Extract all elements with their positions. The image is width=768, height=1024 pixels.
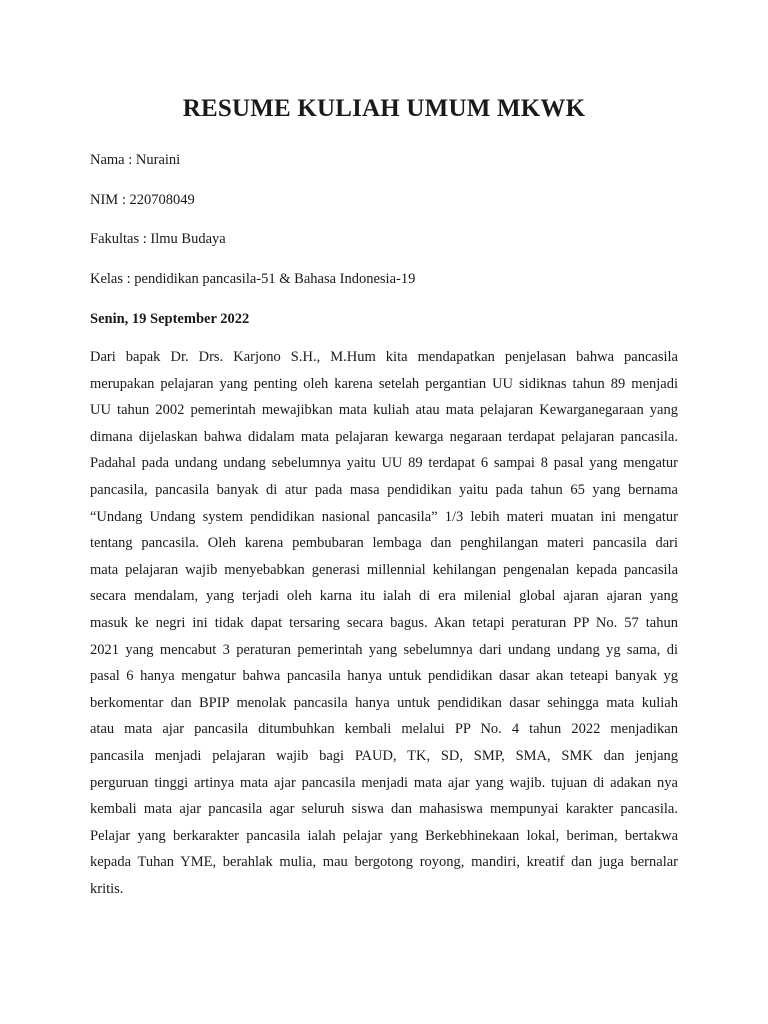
field-kelas: Kelas : pendidikan pancasila-51 & Bahasa Indonesia-19 [90, 271, 416, 287]
paragraph-line: mata pelajaran wajib menyebabkan generasi millennial kehilangan pengenalan kepada pancasila [90, 561, 678, 578]
paragraph-line: masuk ke negri ini tidak dapat tersaring secara bagus. Akan tetapi peraturan PP No. 57 tahun [90, 614, 678, 631]
paragraph-line: berkomentar dan BPIP menolak pancasila hanya untuk pendidikan dasar sehingga mata kuliah [90, 694, 678, 711]
paragraph-line: perguruan tinggi artinya mata ajar pancasila menjadi mata ajar yang wajib. tujuan di adakan nya [90, 774, 678, 791]
paragraph-line: kepada Tuhan YME, berahlak mulia, mau bergotong royong, mandiri, kreatif dan juga bernalar [90, 854, 678, 871]
paragraph-line: kembali mata ajar pancasila agar seluruh siswa dan mahasiswa mempunyai karakter pancasila. [90, 801, 678, 818]
paragraph-line: kritis. [90, 880, 124, 897]
body-paragraph [90, 344, 678, 902]
paragraph-line: Pelajar yang berkarakter pancasila ialah pelajar yang Berkebhinekaan lokal, beriman, bertakwa [90, 827, 678, 844]
paragraph-line: tentang pancasila. Oleh karena pembubaran lembaga dan penghilangan materi pancasila dari [90, 535, 678, 552]
paragraph-line: secara mendalam, yang terjadi oleh karna itu ialah di era milenial global ajaran ajaran yang [90, 588, 678, 605]
paragraph-line: UU tahun 2002 pemerintah mewajibkan mata kuliah atau mata pelajaran Kewarganegaraan yang [90, 402, 678, 419]
paragraph-line: pasal 6 hanya mengatur bahwa pancasila hanya untuk pendidikan dasar akan teteapi banyak yg [90, 668, 678, 685]
paragraph-line: dimana dijelaskan bahwa didalam mata pelajaran kewarga negaraan terdapat pelajaran pancasila. [90, 428, 678, 445]
field-fakultas: Fakultas : Ilmu Budaya [90, 231, 226, 247]
paragraph-line: pancasila menjadi pelajaran wajib bagi PAUD, TK, SD, SMP, SMA, SMK dan jenjang [90, 747, 678, 764]
paragraph-line: 2021 yang mencabut 3 peraturan pemerintah yang sebelumnya dari undang undang yg sama, di [90, 641, 678, 658]
paragraph-line: Padahal pada undang undang sebelumnya yaitu UU 89 terdapat 6 sampai 8 pasal yang mengatur [90, 455, 678, 472]
paragraph-line: merupakan pelajaran yang penting oleh karena setelah pergantian UU sidiknas tahun 89 menjadi [90, 375, 678, 392]
paragraph-line: “Undang Undang system pendidikan nasional pancasila” 1/3 lebih materi muatan ini mengatur [90, 508, 678, 525]
field-nama: Nama : Nuraini [90, 152, 181, 168]
field-nim: NIM : 220708049 [90, 192, 195, 208]
paragraph-line: Dari bapak Dr. Drs. Karjono S.H., M.Hum kita mendapatkan penjelasan bahwa pancasila [90, 349, 678, 365]
paragraph-line: pancasila, pancasila banyak di atur pada masa pendidikan yaitu pada tahun 65 yang bernama [90, 481, 678, 498]
date-heading: Senin, 19 September 2022 [90, 311, 250, 327]
paragraph-line: atau mata ajar pancasila ditumbuhkan kembali melalui PP No. 4 tahun 2022 menjadikan [90, 721, 678, 738]
document-title: RESUME KULIAH UMUM MKWK [182, 95, 586, 122]
